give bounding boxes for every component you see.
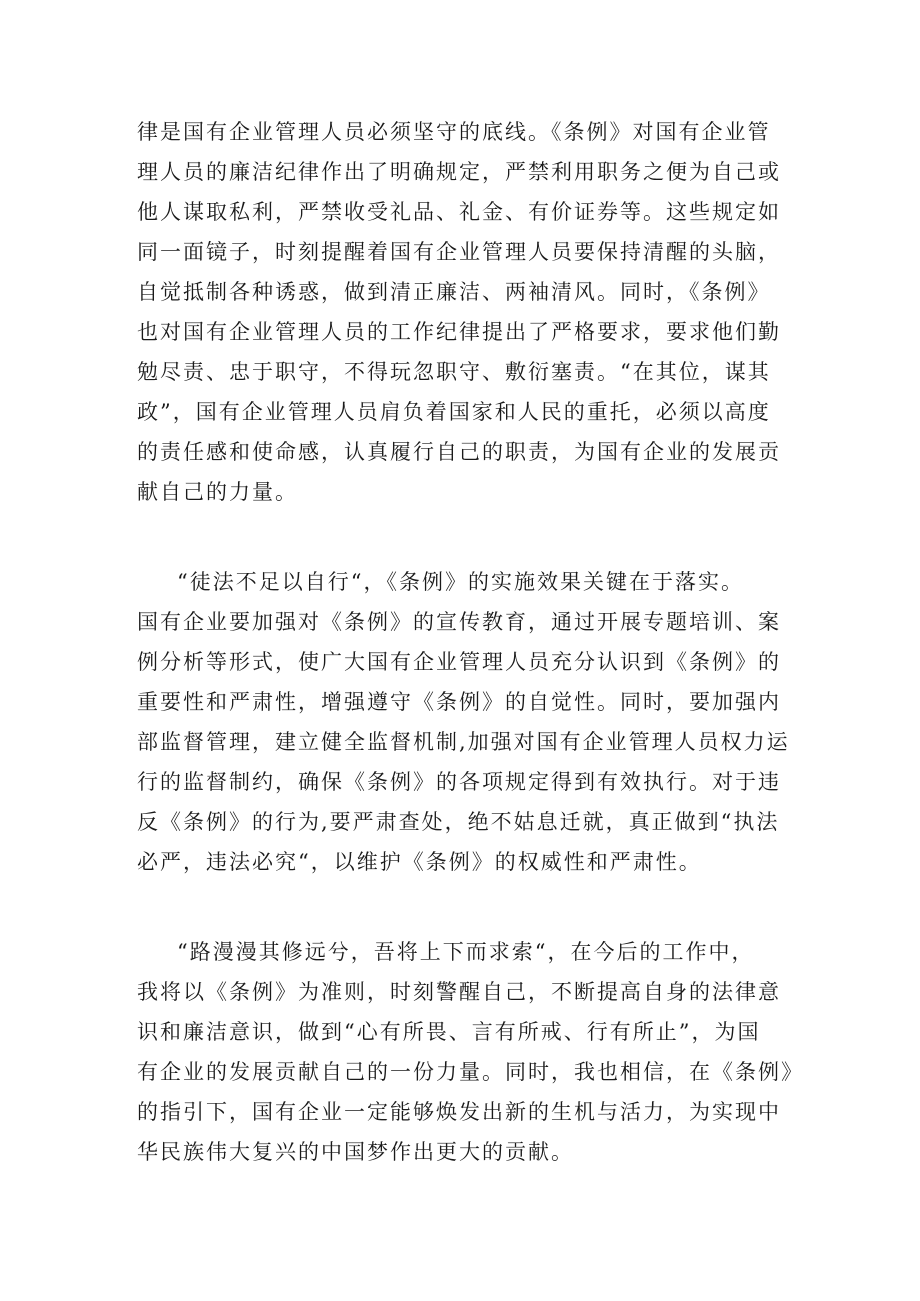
text-line: 政”，国有企业管理人员肩负着国家和人民的重托，必须以高度 (137, 400, 771, 424)
text-line: “路漫漫其修远兮，吾将上下而求索“，在今后的工作中， (177, 940, 755, 964)
text-line: 必严，违法必究“，以维护《条例》的权威性和严肃性。 (137, 850, 702, 874)
paragraph-2 (137, 562, 797, 882)
text-line: 的指引下，国有企业一定能够焕发出新的生机与活力，为实现中 (137, 1100, 781, 1124)
text-line: 律是国有企业管理人员必须坚守的底线。《条例》对国有企业管 (137, 120, 771, 144)
text-line: “徒法不足以自行“，《条例》的实施效果关键在于落实。 (177, 570, 744, 594)
text-line: 勉尽责、忠于职守，不得玩忽职守、敷衍塞责。“在其位，谋其 (137, 360, 771, 384)
text-line: 识和廉洁意识，做到“心有所畏、言有所戒、行有所止”，为国 (137, 1020, 761, 1044)
text-line: 国有企业要加强对《条例》的宣传教育，通过开展专题培训、案 (137, 610, 781, 634)
text-line: 重要性和严肃性，增强遵守《条例》的自觉性。同时，要加强内 (137, 690, 781, 714)
text-line: 华民族伟大复兴的中国梦作出更大的贡献。 (137, 1140, 574, 1164)
text-line: 行的监督制约，确保《条例》的各项规定得到有效执行。对于违 (137, 770, 781, 794)
text-line: 献自己的力量。 (137, 480, 298, 504)
text-line: 反《条例》的行为,要严肃查处，绝不姑息迁就，真正做到“执法 (137, 810, 780, 834)
text-line: 同一面镜子，时刻提醒着国有企业管理人员要保持清醒的头脑， (137, 240, 781, 264)
paragraph-1 (137, 112, 797, 512)
text-line: 我将以《条例》为准则，时刻警醒自己，不断提高自身的法律意 (137, 980, 781, 1004)
text-line: 例分析等形式，使广大国有企业管理人员充分认识到《条例》的 (137, 650, 781, 674)
text-line: 理人员的廉洁纪律作出了明确规定，严禁利用职务之便为自己或 (137, 160, 781, 184)
text-line: 也对国有企业管理人员的工作纪律提出了严格要求，要求他们勤 (137, 320, 781, 344)
text-line: 自觉抵制各种诱惑，做到清正廉洁、两袖清风。同时，《条例》 (137, 280, 771, 304)
text-line: 的责任感和使命感，认真履行自己的职责，为国有企业的发展贡 (137, 440, 781, 464)
text-line: 部监督管理，建立健全监督机制,加强对国有企业管理人员权力运 (137, 730, 790, 754)
paragraph-3 (137, 932, 804, 1172)
text-line: 有企业的发展贡献自己的一份力量。同时，我也相信，在《条例》 (137, 1060, 804, 1084)
text-line: 他人谋取私利，严禁收受礼品、礼金、有价证券等。这些规定如 (137, 200, 781, 224)
